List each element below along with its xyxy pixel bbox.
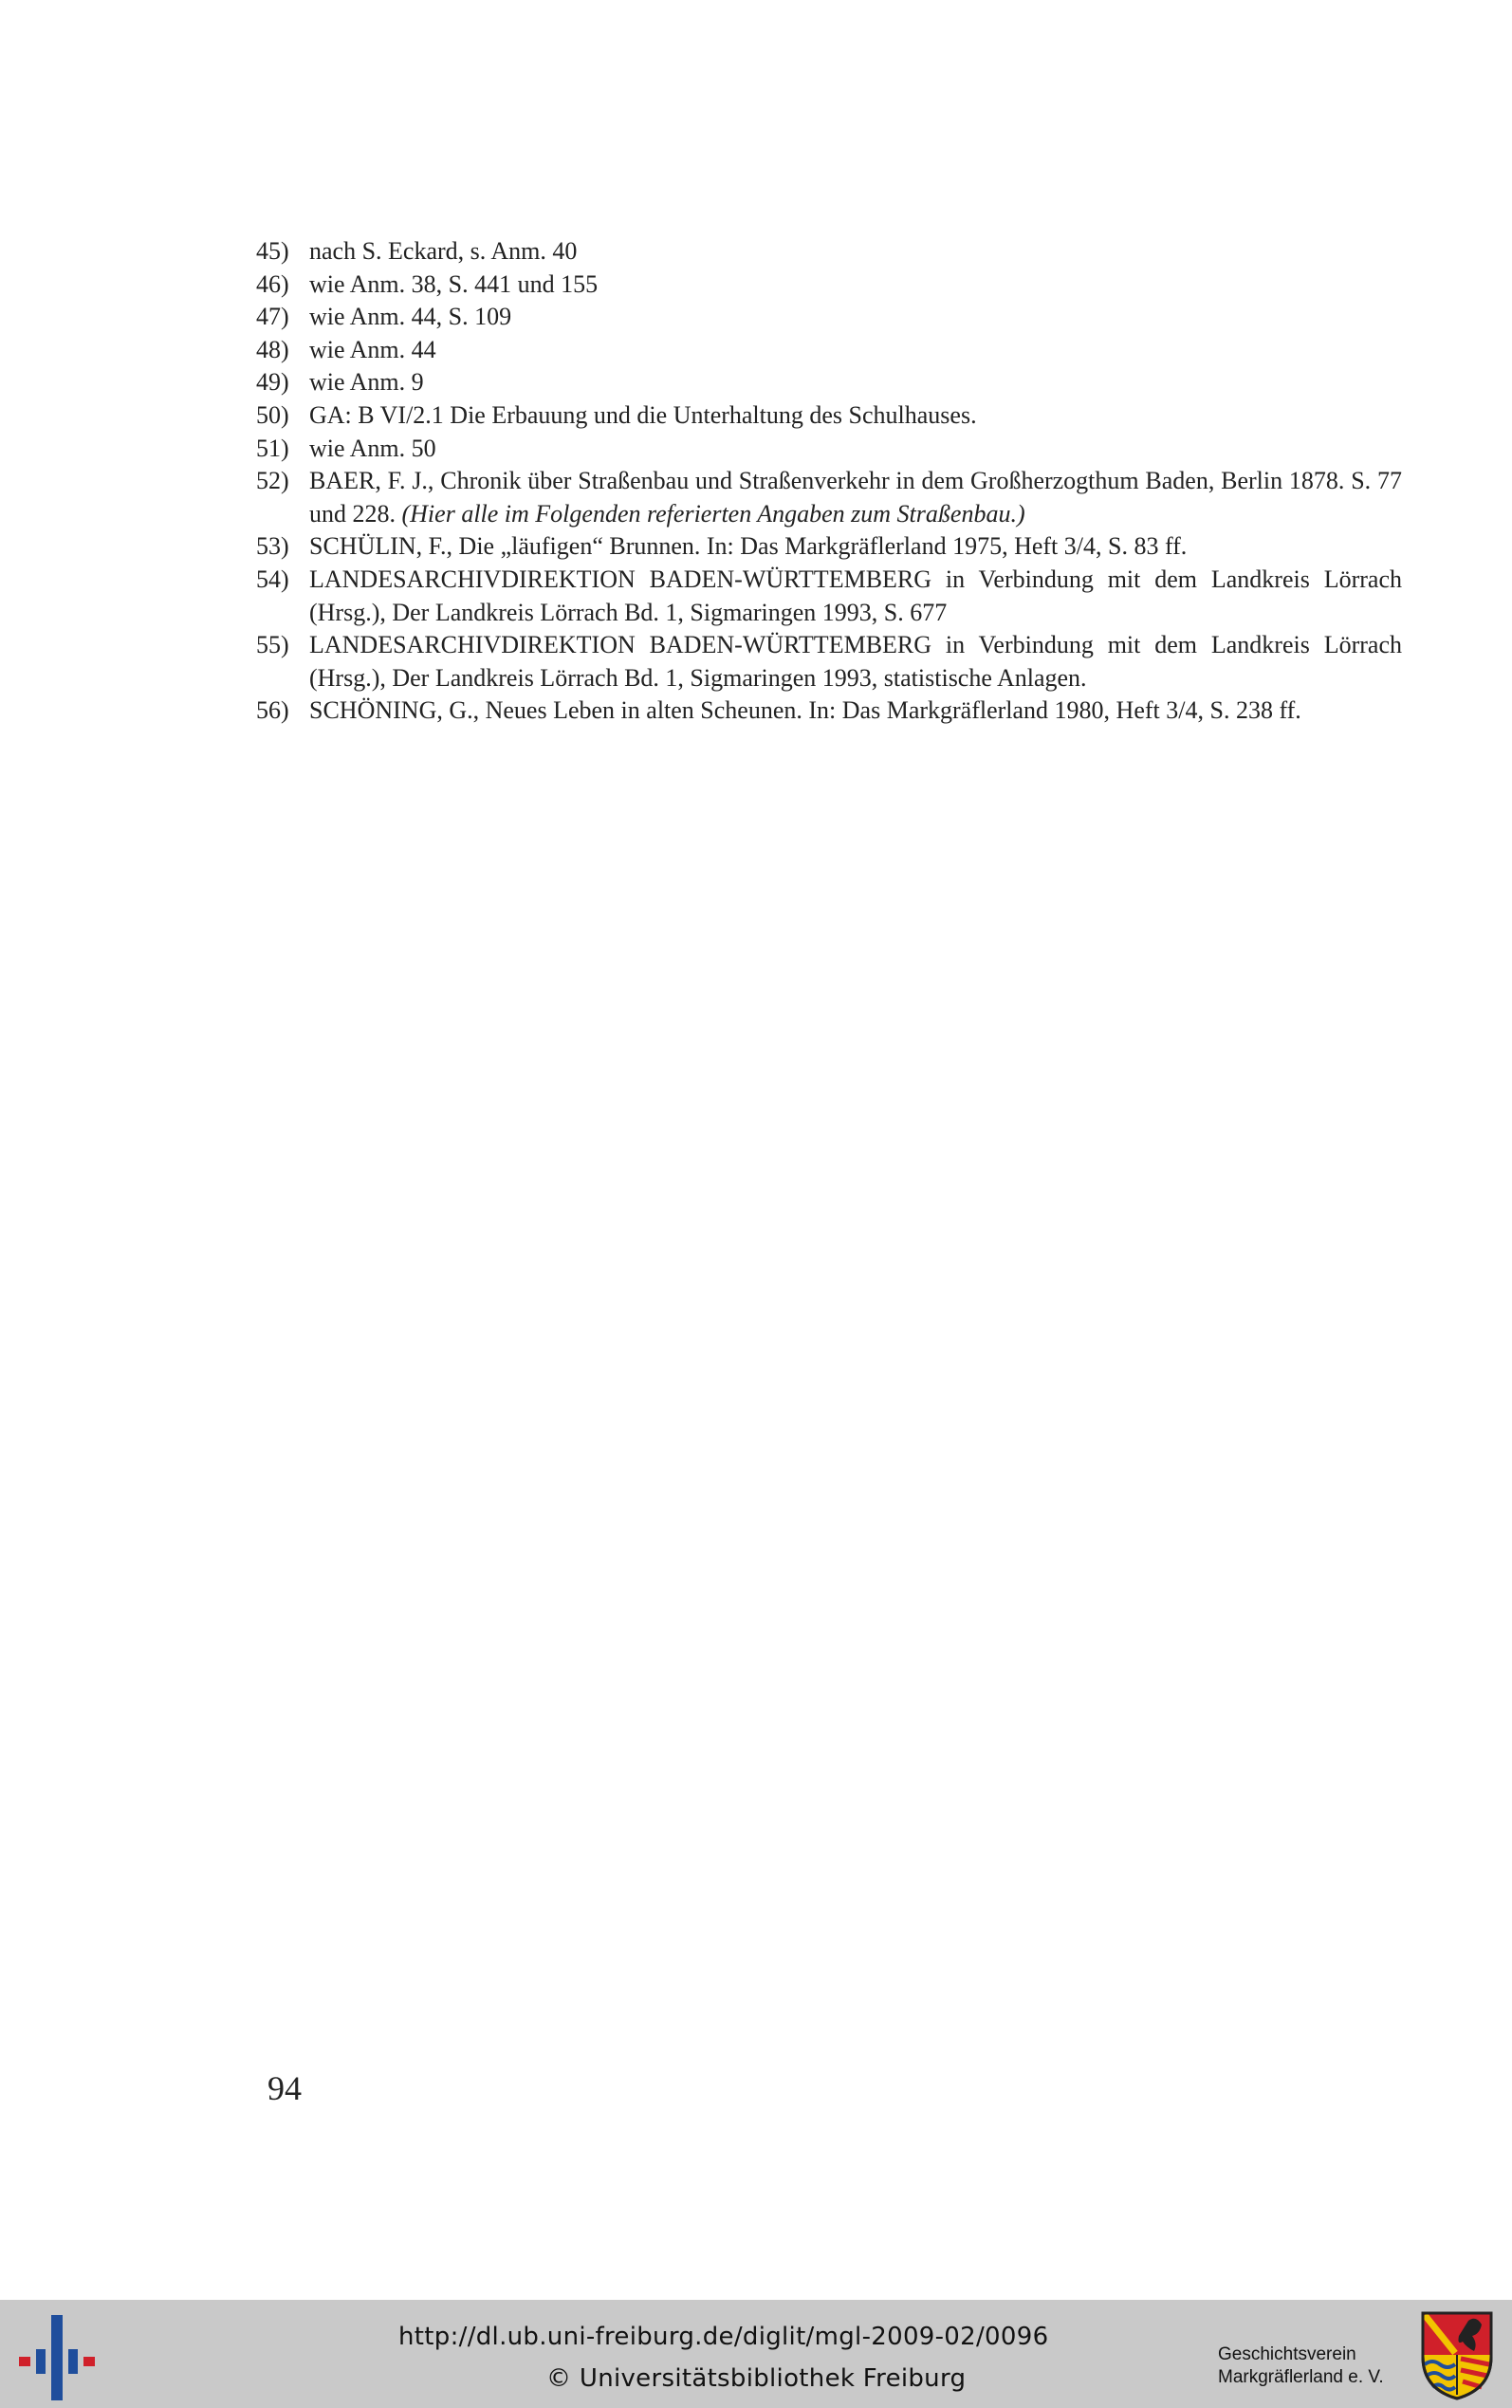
endnote-number: 50) [256,400,289,429]
endnote-text: wie Anm. 44, S. 109 [309,303,512,331]
endnote [256,530,1402,564]
permalink-url[interactable]: http://dl.ub.uni-freiburg.de/diglit/mgl-2009-02/0096 [398,2323,1049,2351]
endnote-number: 52) [256,467,289,495]
endnote [256,629,1402,695]
endnote [256,433,1402,466]
endnote-number: 47) [256,303,289,331]
coat-of-arms-icon [1419,2309,1495,2400]
endnotes-list [256,235,1402,728]
endnote-text: LANDESARCHIVDIREKTION BADEN-WÜRTTEMBERG in Verbindung mit dem Landkreis Lörrach (Hrsg.), Der Landkreis Lörrach Bd. 1, Sigmaringen 1993, S. 677 [309,565,1402,626]
society-name [1218,2343,1384,2389]
footer-bar [0,2300,1512,2408]
endnote [256,695,1402,728]
copyright-notice: © Universitätsbibliothek Freiburg [546,2364,967,2393]
endnote-text: nach S. Eckard, s. Anm. 40 [309,237,578,265]
endnote-number: 45) [256,237,289,265]
endnote-text-italic: (Hier alle im Folgenden referierten Angaben zum Straßenbau.) [401,499,1025,528]
endnote-text: SCHÖNING, G., Neues Leben in alten Scheunen. In: Das Markgräflerland 1980, Heft 3/4, S. 238 ff. [309,696,1301,725]
library-logo-icon [19,2315,95,2400]
endnote-text [309,465,1402,530]
endnote [256,399,1402,433]
endnote-text: wie Anm. 50 [309,434,436,462]
endnote [256,465,1402,530]
endnote-number: 55) [256,631,289,659]
endnote-text: LANDESARCHIVDIREKTION BADEN-WÜRTTEMBERG in Verbindung mit dem Landkreis Lörrach (Hrsg.), Der Landkreis Lörrach Bd. 1, Sigmaringen 1993, statistische Anlagen. [309,631,1402,692]
endnote-number: 49) [256,368,289,397]
endnote [256,235,1402,269]
endnote-text: SCHÜLIN, F., Die „läufigen“ Brunnen. In: Das Markgräflerland 1975, Heft 3/4, S. 83 ff. [309,532,1188,561]
endnote-number: 54) [256,565,289,593]
endnote-text: GA: B VI/2.1 Die Erbauung und die Unterhaltung des Schulhauses. [309,400,977,429]
page-number: 94 [267,2069,302,2107]
endnote-number: 56) [256,696,289,725]
endnote [256,301,1402,334]
endnote [256,366,1402,399]
endnote-number: 48) [256,335,289,363]
society-name-line1: Geschichtsverein [1218,2344,1356,2364]
endnote-text: wie Anm. 38, S. 441 und 155 [309,269,599,298]
endnote-number: 53) [256,532,289,561]
endnote-number: 51) [256,434,289,462]
endnote-text: wie Anm. 44 [309,335,436,363]
endnote-number: 46) [256,269,289,298]
endnote-text: wie Anm. 9 [309,368,424,397]
endnote [256,334,1402,367]
endnote-text-main: BAER, F. J., Chronik über Straßenbau und Straßenverkehr in dem Großherzogthum Baden, Berlin 1878. S. 77 und 228. [309,467,1402,528]
endnote [256,269,1402,302]
endnote [256,564,1402,629]
society-name-line2: Markgräflerland e. V. [1218,2367,1384,2387]
